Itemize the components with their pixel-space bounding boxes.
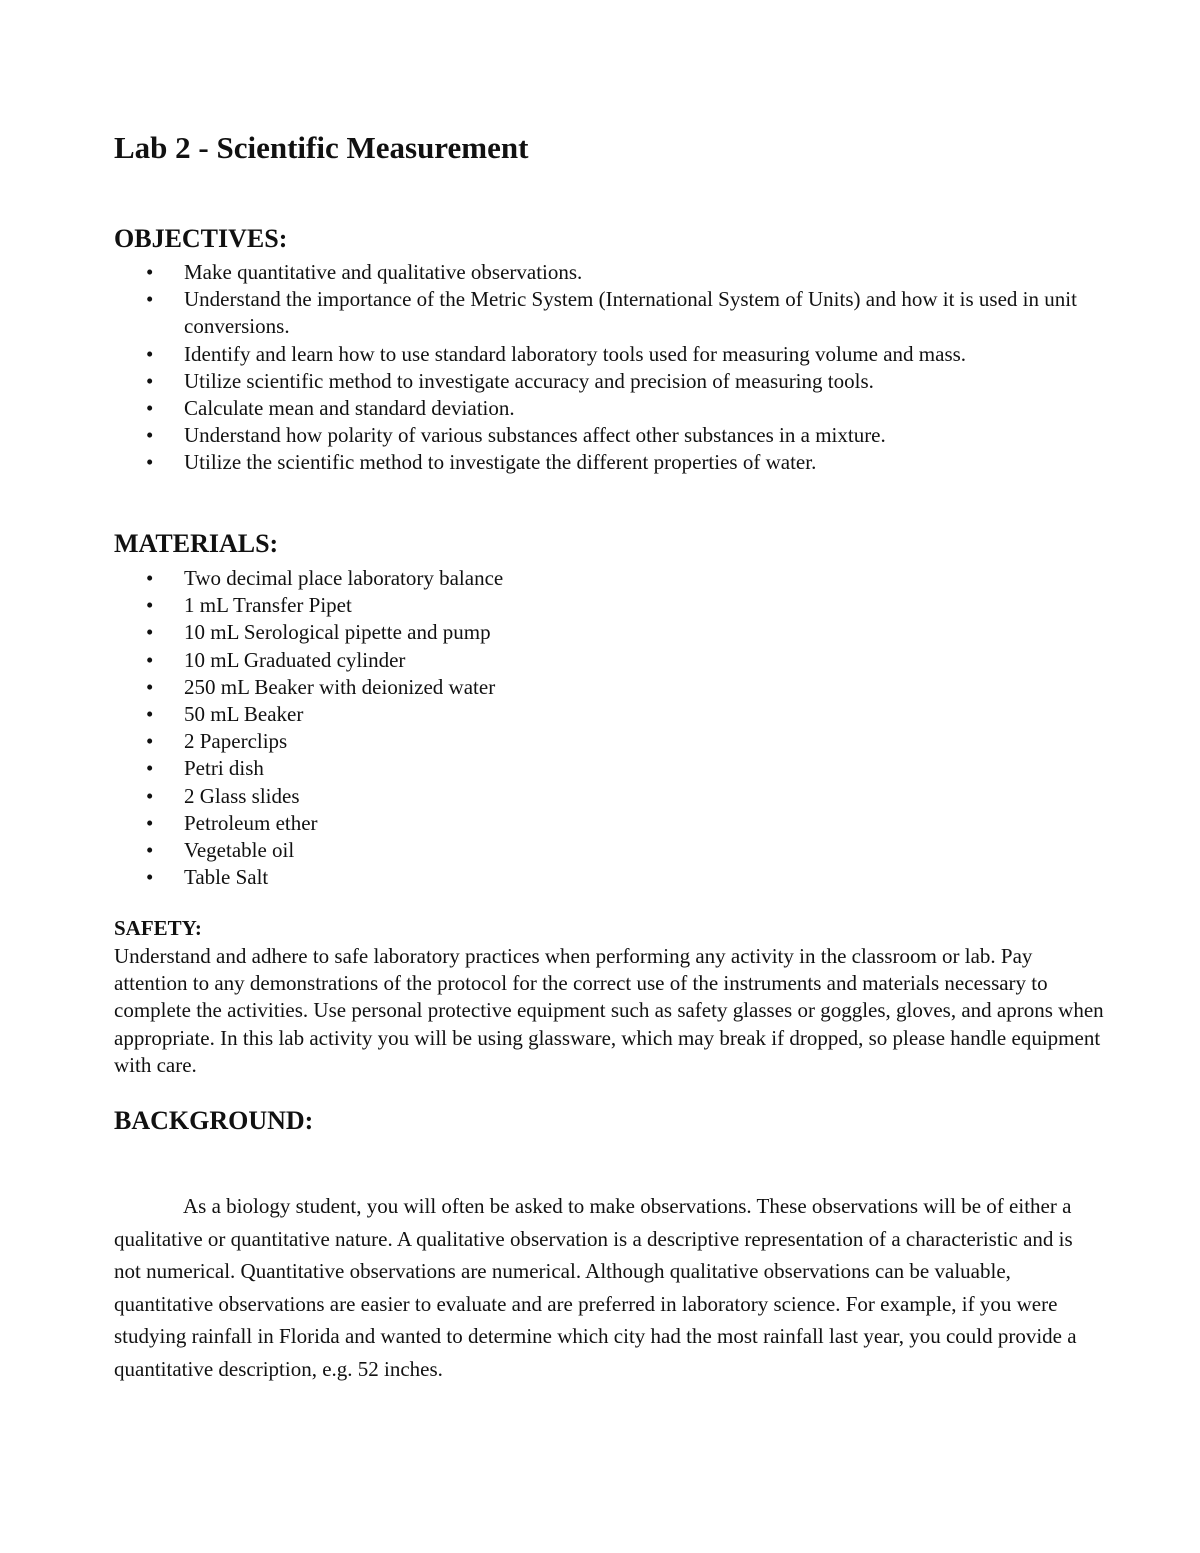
- bullet-glyph: •: [146, 396, 154, 421]
- bullet-glyph: •: [146, 620, 154, 645]
- background-heading: BACKGROUND:: [114, 1106, 314, 1135]
- list-item: [114, 647, 1094, 674]
- list-item: [114, 755, 1094, 782]
- list-item: [114, 449, 1094, 476]
- material-text: Two decimal place laboratory balance: [184, 566, 504, 590]
- material-text: 1 mL Transfer Pipet: [184, 593, 352, 618]
- bullet-glyph: •: [146, 287, 154, 312]
- objective-text: Calculate mean and standard deviation.: [184, 396, 515, 421]
- material-text: 250 mL Beaker with deionized water: [184, 674, 496, 699]
- bullet-glyph: •: [146, 865, 154, 890]
- list-item: [114, 783, 1094, 810]
- list-item: [114, 810, 1094, 837]
- objective-text: Understand the importance of the Metric System (International System of Units) and how it is used in unit conversions.: [184, 287, 1077, 339]
- bullet-glyph: •: [146, 593, 154, 618]
- list-item: [114, 341, 1094, 368]
- material-text: 2 Glass slides: [184, 783, 300, 808]
- list-item: [114, 422, 1094, 449]
- bullet-glyph: •: [146, 838, 154, 863]
- list-item: [114, 837, 1094, 864]
- material-text: 2 Paperclips: [184, 729, 288, 754]
- bullet-glyph: •: [146, 783, 154, 808]
- safety-heading: SAFETY:: [114, 916, 202, 940]
- list-item: [114, 728, 1094, 755]
- bullet-glyph: •: [146, 756, 154, 781]
- list-item: [114, 395, 1094, 422]
- material-text: 50 mL Beaker: [184, 702, 304, 727]
- objective-text: Identify and learn how to use standard laboratory tools used for measuring volume and mass.: [184, 341, 967, 366]
- bullet-glyph: •: [146, 810, 154, 835]
- list-item: [114, 592, 1094, 619]
- bullet-glyph: •: [146, 702, 154, 727]
- list-item: [114, 565, 1094, 592]
- materials-heading: MATERIALS:: [114, 529, 279, 558]
- list-item: [114, 368, 1094, 395]
- bullet-glyph: •: [146, 260, 154, 284]
- list-item: [114, 286, 1094, 340]
- bullet-glyph: •: [146, 729, 154, 754]
- bullet-glyph: •: [146, 647, 154, 672]
- bullet-glyph: •: [146, 368, 154, 393]
- bullet-glyph: •: [146, 566, 154, 590]
- bullet-glyph: •: [146, 423, 154, 448]
- material-text: Vegetable oil: [184, 838, 295, 863]
- list-item: [114, 259, 1094, 286]
- bullet-glyph: •: [146, 341, 154, 366]
- list-item: [114, 701, 1094, 728]
- materials-list: [114, 565, 1094, 891]
- list-item: [114, 864, 1094, 891]
- document-title: Lab 2 - Scientific Measurement: [114, 130, 529, 165]
- material-text: 10 mL Graduated cylinder: [184, 647, 406, 672]
- objective-text: Utilize scientific method to investigate accuracy and precision of measuring tools.: [184, 368, 874, 393]
- objectives-heading: OBJECTIVES:: [114, 224, 288, 253]
- bullet-glyph: •: [146, 674, 154, 699]
- objective-text: Understand how polarity of various substances affect other substances in a mixture.: [184, 423, 886, 448]
- safety-paragraph: Understand and adhere to safe laboratory practices when performing any activity in the classroom or lab. Pay attention to any demonstrations of the protocol for the correct use of the instruments and materials necessary to complete the activities. Use personal protective equipment such as safety glasses or goggles, gloves, and aprons when appropriate. In this lab activity you will be using glassware, which may break if dropped, so please handle equipment with care.: [114, 944, 1104, 1077]
- background-paragraph: [114, 1190, 1089, 1386]
- bullet-glyph: •: [146, 450, 154, 475]
- list-item: [114, 674, 1094, 701]
- list-item: [114, 619, 1094, 646]
- material-text: 10 mL Serological pipette and pump: [184, 620, 491, 645]
- objective-text: Make quantitative and qualitative observations.: [184, 260, 583, 284]
- background-paragraph-text: As a biology student, you will often be asked to make observations. These observations will be of either a qualitative or quantitative nature. A qualitative observation is a descriptive representation of a characteristic and is not numerical. Quantitative observations are numerical. Although qualitative observations can be valuable, quantitative observations are easier to evaluate and are preferred in laboratory science. For example, if you were studying rainfall in Florida and wanted to determine which city had the most rainfall last year, you could provide a quantitative description, e.g. 52 inches.: [114, 1194, 1077, 1381]
- objectives-list: [114, 259, 1094, 477]
- objective-text: Utilize the scientific method to investigate the different properties of water.: [184, 450, 817, 475]
- material-text: Petroleum ether: [184, 810, 318, 835]
- material-text: Table Salt: [184, 865, 269, 890]
- material-text: Petri dish: [184, 756, 264, 781]
